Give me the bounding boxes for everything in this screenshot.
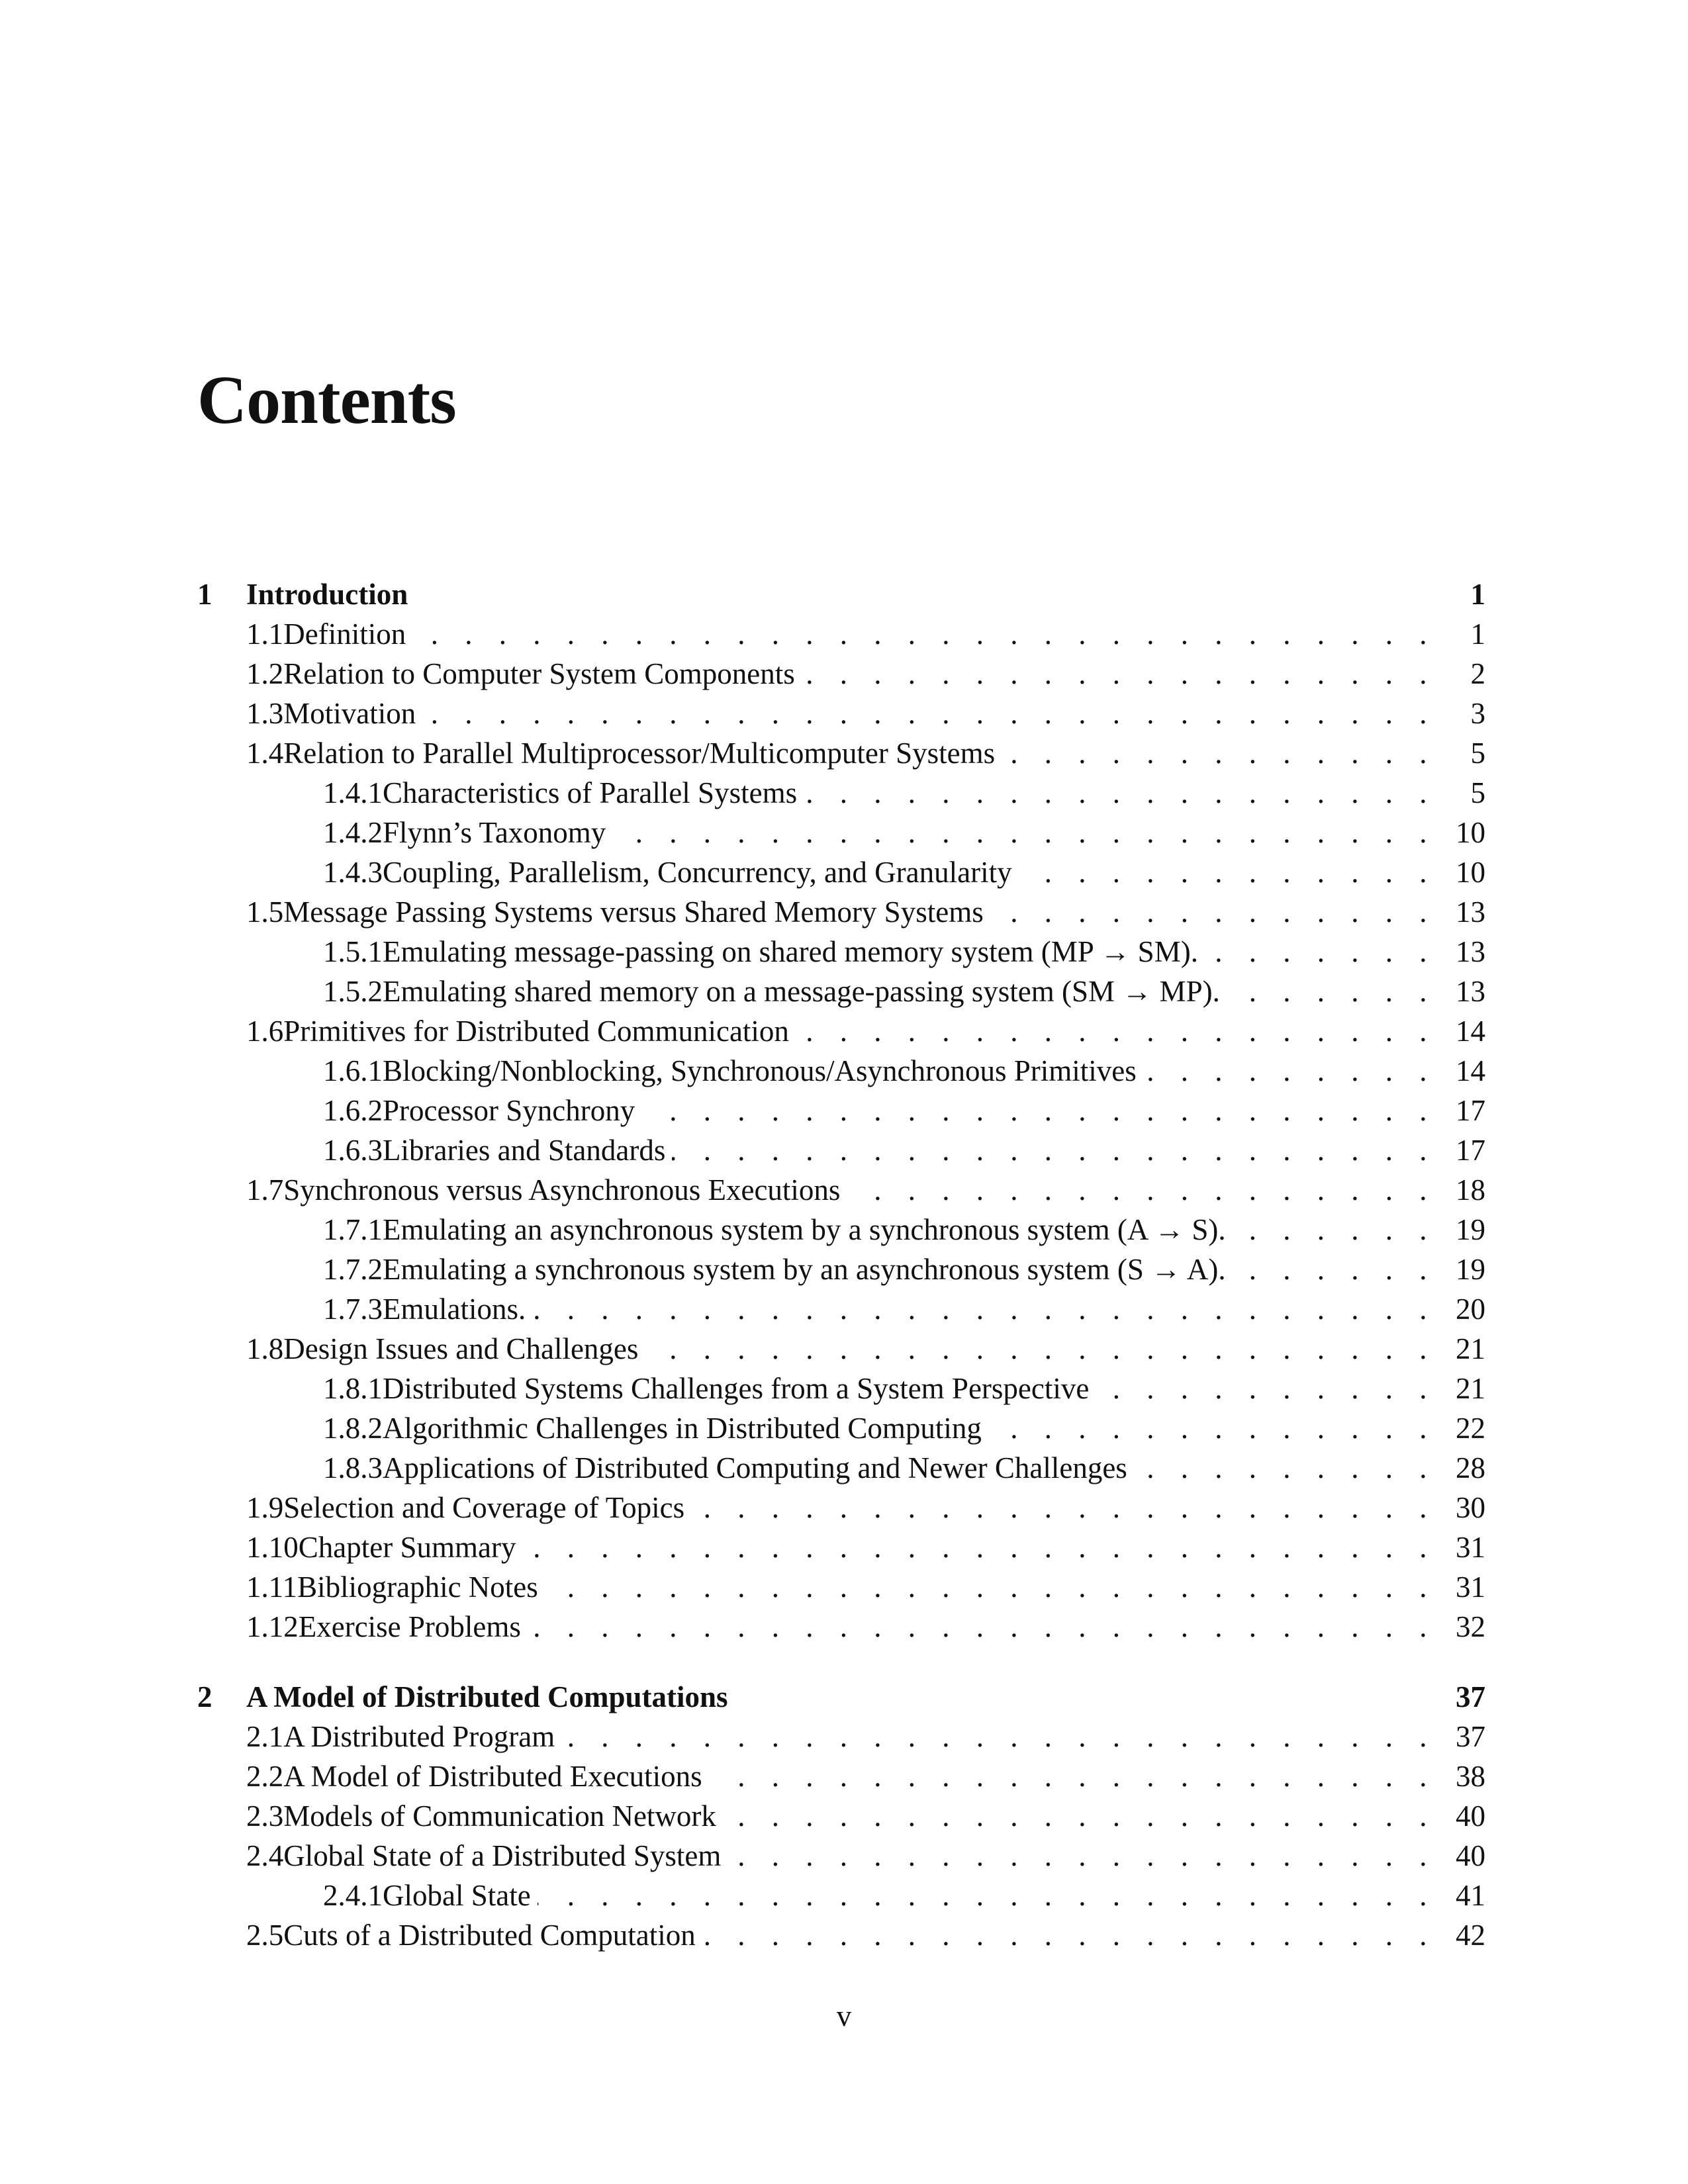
entry-page-number: 5 <box>1470 737 1485 770</box>
toc-section-entry[interactable] <box>197 1915 1485 1955</box>
entry-number: 1 <box>197 578 212 611</box>
entry-page-number: 19 <box>1456 1253 1485 1286</box>
toc-subsection-entry[interactable] <box>197 1051 1485 1091</box>
entry-number: 1.3 <box>246 697 284 730</box>
entry-number: 1.5 <box>246 895 284 929</box>
entry-number: 1.2 <box>246 657 284 690</box>
entry-number: 1.7 <box>246 1173 284 1206</box>
entry-title: Processor Synchrony <box>383 1094 635 1127</box>
entry-number: 1.12 <box>246 1610 299 1643</box>
entry-title: Synchronous versus Asynchronous Executions <box>283 1173 841 1206</box>
entry-title: A Model of Distributed Executions <box>283 1760 702 1793</box>
entry-page-number: 14 <box>1456 1015 1485 1048</box>
entry-number: 2.4 <box>246 1839 284 1872</box>
entry-number: 2 <box>197 1680 212 1713</box>
toc-section-entry[interactable] <box>197 1717 1485 1756</box>
entry-number: 1.4.1 <box>323 776 383 809</box>
entry-page-number: 40 <box>1456 1839 1485 1872</box>
entry-page-number: 19 <box>1456 1213 1485 1246</box>
entry-page-number: 3 <box>1470 697 1485 730</box>
dot-leader <box>1134 1448 1436 1488</box>
table-of-contents <box>197 574 1485 1955</box>
entry-title: Blocking/Nonblocking, Synchronous/Asynchronous Primitives <box>383 1054 1137 1087</box>
entry-page-number: 17 <box>1456 1094 1485 1127</box>
entry-number: 1.1 <box>246 617 284 651</box>
toc-subsection-entry[interactable] <box>197 1369 1485 1408</box>
entry-page-number: 22 <box>1456 1412 1485 1445</box>
dot-leader <box>1233 1210 1436 1250</box>
entry-page-number: 40 <box>1456 1799 1485 1833</box>
entry-number: 1.5.2 <box>323 975 383 1008</box>
entry-title: Introduction <box>246 578 408 611</box>
dot-leader <box>1205 932 1436 972</box>
toc-subsection-entry[interactable] <box>197 1289 1485 1329</box>
entry-number: 1.6.1 <box>323 1054 383 1087</box>
entry-number: 1.8.2 <box>323 1412 383 1445</box>
entry-page-number: 1 <box>1470 578 1485 611</box>
toc-subsection-entry[interactable] <box>197 773 1485 813</box>
toc-section-entry[interactable] <box>197 733 1485 773</box>
dot-leader <box>545 1567 1436 1607</box>
toc-subsection-entry[interactable] <box>197 852 1485 892</box>
entry-title: Relation to Parallel Multiprocessor/Multicomputer Systems <box>283 737 996 770</box>
toc-subsection-entry[interactable] <box>197 1091 1485 1130</box>
toc-section-entry[interactable] <box>197 892 1485 932</box>
entry-page-number: 18 <box>1456 1173 1485 1206</box>
entry-page-number: 13 <box>1456 895 1485 929</box>
entry-title: Emulating a synchronous system by an asynchronous system (S → A). <box>383 1253 1226 1286</box>
dot-leader <box>990 892 1436 932</box>
entry-title: Selection and Coverage of Topics <box>283 1491 685 1524</box>
dot-leader <box>538 1876 1436 1915</box>
entry-number: 1.7.2 <box>323 1253 383 1286</box>
dot-leader <box>709 1756 1436 1796</box>
dot-leader <box>412 614 1436 654</box>
entry-title: Libraries and Standards <box>383 1134 666 1167</box>
entry-page-number: 1 <box>1470 617 1485 651</box>
page-title: Contents <box>197 362 456 438</box>
toc-subsection-entry[interactable] <box>197 1210 1485 1250</box>
toc-subsection-entry[interactable] <box>197 1250 1485 1289</box>
entry-number: 2.5 <box>246 1919 284 1952</box>
entry-title: Design Issues and Challenges <box>283 1332 639 1365</box>
dot-leader <box>1227 972 1436 1011</box>
dot-leader <box>522 1527 1436 1567</box>
entry-title: Global State of a Distributed System <box>283 1839 722 1872</box>
entry-title: Primitives for Distributed Communication <box>283 1015 789 1048</box>
entry-number: 1.5.1 <box>323 935 383 968</box>
entry-title: A Distributed Program <box>283 1720 555 1753</box>
entry-page-number: 5 <box>1470 776 1485 809</box>
entry-page-number: 14 <box>1456 1054 1485 1087</box>
dot-leader <box>641 1091 1436 1130</box>
dot-leader <box>802 654 1436 694</box>
entry-page-number: 30 <box>1456 1491 1485 1524</box>
entry-number: 1.6.2 <box>323 1094 383 1127</box>
dot-leader <box>691 1488 1436 1527</box>
entry-page-number: 10 <box>1456 856 1485 889</box>
entry-page-number: 32 <box>1456 1610 1485 1643</box>
dot-leader <box>847 1170 1436 1210</box>
dot-leader <box>532 1289 1436 1329</box>
entry-title: Chapter Summary <box>298 1531 516 1564</box>
entry-number: 2.2 <box>246 1760 284 1793</box>
entry-title: Coupling, Parallelism, Concurrency, and Granularity <box>383 856 1012 889</box>
entry-title: Exercise Problems <box>298 1610 521 1643</box>
dot-leader <box>1019 852 1436 892</box>
entry-title: Bibliographic Notes <box>297 1570 538 1604</box>
entry-title: Cuts of a Distributed Computation <box>283 1919 696 1952</box>
entry-page-number: 42 <box>1456 1919 1485 1952</box>
toc-section-entry[interactable] <box>197 1607 1485 1647</box>
entry-title: Emulating shared memory on a message-passing system (SM → MP). <box>383 975 1220 1008</box>
entry-title: Characteristics of Parallel Systems <box>383 776 798 809</box>
entry-page-number: 37 <box>1456 1720 1485 1753</box>
entry-title: Definition <box>283 617 406 651</box>
dot-leader <box>1096 1369 1436 1408</box>
dot-leader <box>723 1796 1436 1836</box>
entry-number: 2.3 <box>246 1799 284 1833</box>
entry-title: Distributed Systems Challenges from a System Perspective <box>383 1372 1090 1405</box>
toc-subsection-entry[interactable] <box>197 972 1485 1011</box>
entry-title: Global State <box>383 1879 531 1912</box>
entry-title: Models of Communication Network <box>283 1799 716 1833</box>
entry-number: 1.8.1 <box>323 1372 383 1405</box>
entry-title: Flynn’s Taxonomy <box>383 816 606 849</box>
entry-number: 1.11 <box>246 1570 298 1604</box>
entry-number: 2.1 <box>246 1720 284 1753</box>
entry-page-number: 13 <box>1456 935 1485 968</box>
entry-number: 1.10 <box>246 1531 299 1564</box>
toc-section-entry[interactable] <box>197 1796 1485 1836</box>
entry-page-number: 41 <box>1456 1879 1485 1912</box>
dot-leader <box>645 1329 1436 1369</box>
toc-section-entry[interactable] <box>197 1011 1485 1051</box>
entry-title: Emulating message-passing on shared memory system (MP → SM). <box>383 935 1198 968</box>
entry-title: Algorithmic Challenges in Distributed Computing <box>383 1412 982 1445</box>
entry-number: 2.4.1 <box>323 1879 383 1912</box>
entry-page-number: 13 <box>1456 975 1485 1008</box>
chapter-block <box>197 574 1485 1647</box>
entry-title: Emulating an asynchronous system by a synchronous system (A → S). <box>383 1213 1226 1246</box>
toc-subsection-entry[interactable] <box>197 1130 1485 1170</box>
toc-section-entry[interactable] <box>197 694 1485 733</box>
entry-number: 1.6 <box>246 1015 284 1048</box>
page-number: v <box>836 1999 852 2032</box>
dot-leader <box>727 1836 1436 1876</box>
toc-section-entry[interactable] <box>197 1836 1485 1876</box>
entry-number: 1.8 <box>246 1332 284 1365</box>
entry-number: 1.4.2 <box>323 816 383 849</box>
toc-section-entry[interactable] <box>197 654 1485 694</box>
entry-title: Relation to Computer System Components <box>283 657 795 690</box>
dot-leader <box>528 1607 1436 1647</box>
entry-number: 1.6.3 <box>323 1134 383 1167</box>
toc-section-entry[interactable] <box>197 1527 1485 1567</box>
dot-leader <box>612 813 1436 852</box>
dot-leader <box>702 1915 1436 1955</box>
entry-title: A Model of Distributed Computations <box>246 1680 728 1713</box>
entry-page-number: 21 <box>1456 1332 1485 1365</box>
toc-subsection-entry[interactable] <box>197 813 1485 852</box>
chapter-block <box>197 1677 1485 1955</box>
entry-number: 1.4 <box>246 737 284 770</box>
entry-title: Motivation <box>283 697 416 730</box>
toc-subsection-entry[interactable] <box>197 1408 1485 1448</box>
dot-leader <box>1233 1250 1436 1289</box>
entry-number: 1.8.3 <box>323 1451 383 1484</box>
entry-number: 1.7.3 <box>323 1293 383 1326</box>
entry-page-number: 37 <box>1456 1680 1485 1713</box>
dot-leader <box>1002 733 1436 773</box>
entry-page-number: 10 <box>1456 816 1485 849</box>
entry-title: Message Passing Systems versus Shared Memory Systems <box>283 895 984 929</box>
entry-page-number: 21 <box>1456 1372 1485 1405</box>
toc-section-entry[interactable] <box>197 614 1485 654</box>
toc-chapter-entry[interactable] <box>197 574 1485 614</box>
toc-subsection-entry[interactable] <box>197 932 1485 972</box>
toc-subsection-entry[interactable] <box>197 1876 1485 1915</box>
toc-section-entry[interactable] <box>197 1488 1485 1527</box>
entry-page-number: 17 <box>1456 1134 1485 1167</box>
entry-number: 1.4.3 <box>323 856 383 889</box>
entry-number: 1.9 <box>246 1491 284 1524</box>
dot-leader <box>796 1011 1436 1051</box>
entry-title: Applications of Distributed Computing and Newer Challenges <box>383 1451 1127 1484</box>
entry-page-number: 31 <box>1456 1570 1485 1604</box>
toc-subsection-entry[interactable] <box>197 1448 1485 1488</box>
toc-chapter-entry[interactable] <box>197 1677 1485 1717</box>
toc-section-entry[interactable] <box>197 1170 1485 1210</box>
dot-leader <box>422 694 1436 733</box>
dot-leader <box>1143 1051 1436 1091</box>
entry-page-number: 2 <box>1470 657 1485 690</box>
toc-section-entry[interactable] <box>197 1567 1485 1607</box>
entry-page-number: 28 <box>1456 1451 1485 1484</box>
entry-number: 1.7.1 <box>323 1213 383 1246</box>
dot-leader <box>804 773 1436 813</box>
entry-page-number: 38 <box>1456 1760 1485 1793</box>
entry-title: Emulations. <box>383 1293 526 1326</box>
dot-leader <box>988 1408 1436 1448</box>
dot-leader <box>672 1130 1436 1170</box>
toc-section-entry[interactable] <box>197 1756 1485 1796</box>
entry-page-number: 20 <box>1456 1293 1485 1326</box>
toc-section-entry[interactable] <box>197 1329 1485 1369</box>
dot-leader <box>561 1717 1436 1756</box>
entry-page-number: 31 <box>1456 1531 1485 1564</box>
